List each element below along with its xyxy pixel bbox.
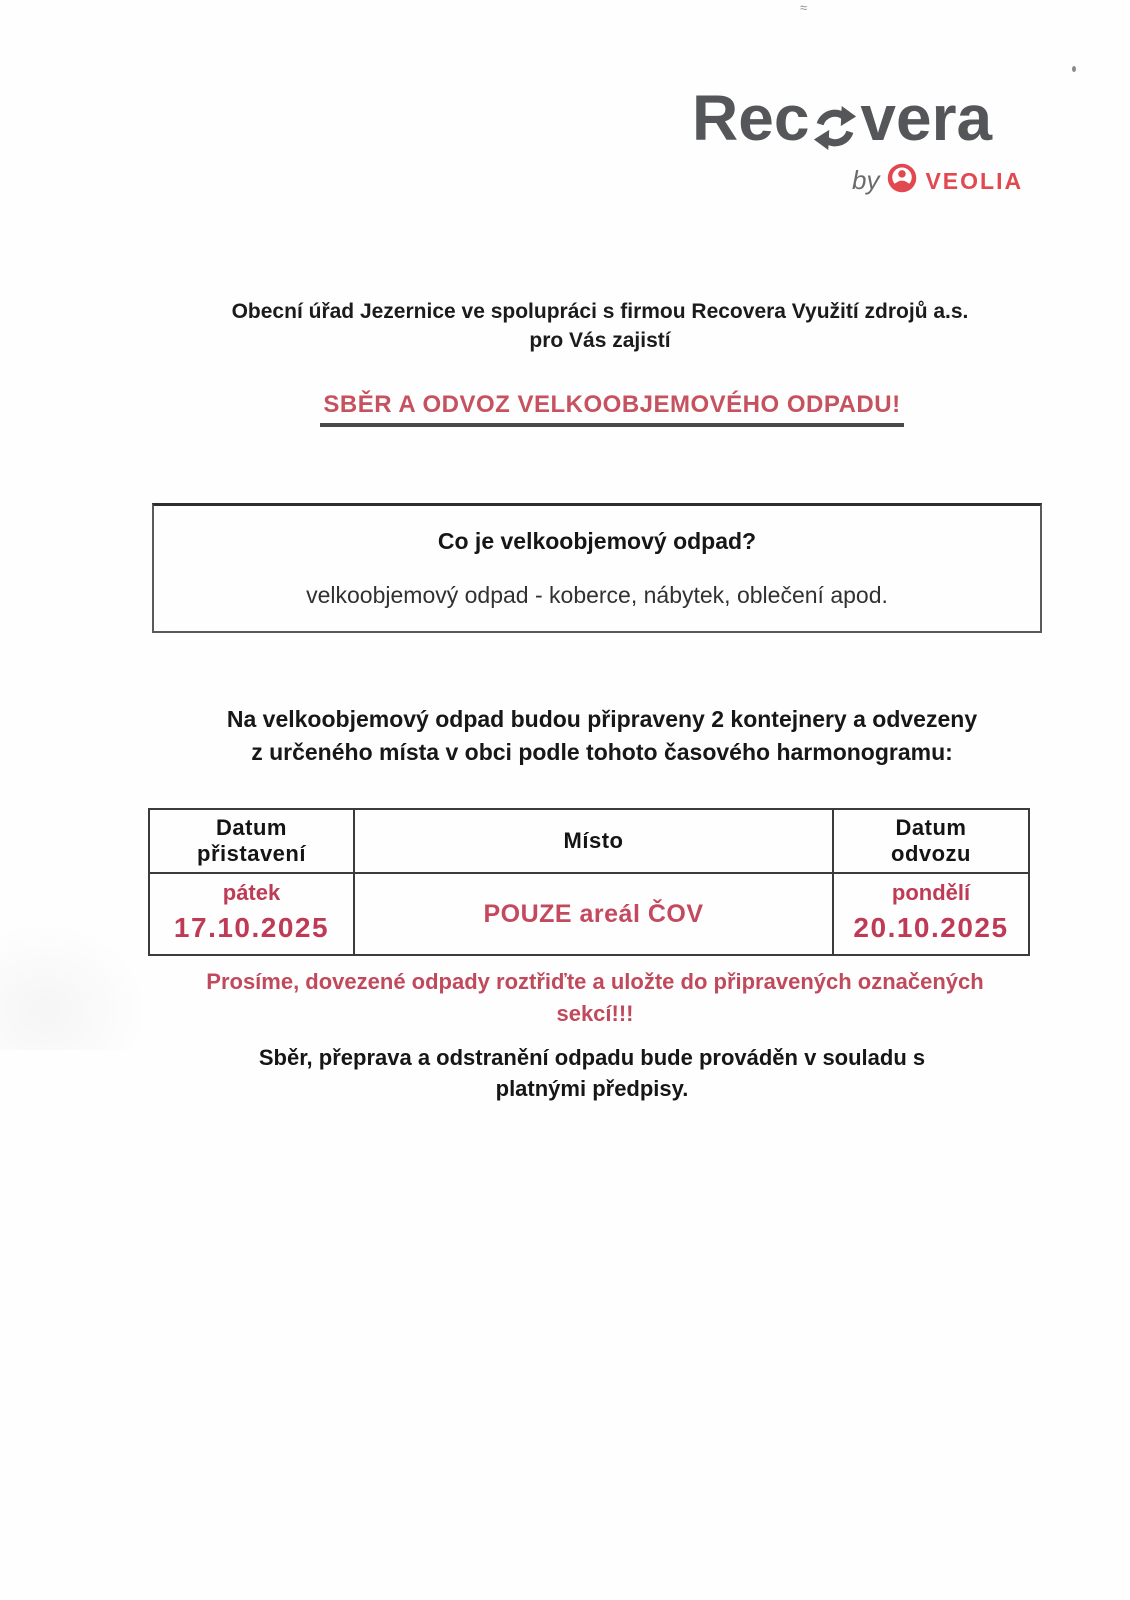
compliance-note bbox=[92, 1042, 1092, 1104]
compliance-note-line-1: Sběr, přeprava a odstranění odpadu bude prováděn v souladu s bbox=[258, 1045, 926, 1070]
delivery-date-cell bbox=[149, 873, 354, 955]
info-box-body: velkoobjemový odpad - koberce, nábytek, oblečení apod. bbox=[306, 582, 888, 608]
veolia-byline bbox=[852, 163, 1062, 198]
header-datum-pristaveni-line1: Datum bbox=[216, 815, 287, 840]
recycling-arrows-icon bbox=[812, 97, 858, 161]
veolia-wordmark: VEOLIA bbox=[925, 168, 1024, 194]
scan-artifact-squiggle: ≈ bbox=[800, 0, 806, 15]
delivery-day: pátek bbox=[222, 880, 281, 905]
schedule-table bbox=[148, 808, 1030, 956]
schedule-intro-line-2: z určeného místa v obci podle tohoto časového harmonogramu: bbox=[251, 739, 953, 765]
scan-artifact-dot bbox=[1072, 66, 1076, 72]
header-datum-odvozu bbox=[833, 809, 1029, 873]
table-header-row bbox=[149, 809, 1029, 873]
header-datum-pristaveni bbox=[149, 809, 354, 873]
brand-suffix: vera bbox=[860, 82, 993, 154]
recovera-logo bbox=[692, 82, 1062, 198]
veolia-logo-icon bbox=[887, 163, 917, 198]
sorting-note-line-1: Prosíme, dovezené odpady roztřiďte a uložte do připravených označených bbox=[206, 969, 984, 994]
header-datum-odvozu-line2: odvozu bbox=[891, 841, 971, 866]
brand-prefix: Rec bbox=[692, 82, 810, 154]
sorting-note-line-2: sekcí!!! bbox=[556, 1001, 634, 1026]
place-value: POUZE areál ČOV bbox=[483, 899, 704, 928]
recovera-wordmark bbox=[692, 82, 1062, 161]
headline: SBĚR A ODVOZ VELKOOBJEMOVÉHO ODPADU! bbox=[320, 391, 903, 427]
schedule-intro bbox=[102, 703, 1102, 769]
delivery-date: 17.10.2025 bbox=[173, 912, 330, 943]
info-box-title: Co je velkoobjemový odpad? bbox=[437, 528, 757, 554]
pickup-day: pondělí bbox=[891, 880, 971, 905]
table-row bbox=[149, 873, 1029, 955]
pickup-date: 20.10.2025 bbox=[853, 912, 1009, 943]
headline-wrap bbox=[112, 391, 1112, 427]
byline-by: by bbox=[852, 165, 880, 195]
header-datum-odvozu-line1: Datum bbox=[895, 815, 967, 840]
intro-line-2: pro Vás zajistí bbox=[529, 329, 671, 352]
intro-line-1: Obecní úřad Jezernice ve spolupráci s firmou Recovera Využití zdrojů a.s. bbox=[231, 300, 969, 323]
header-misto bbox=[354, 809, 833, 873]
sorting-note bbox=[90, 966, 1100, 1030]
schedule-intro-line-1: Na velkoobjemový odpad budou připraveny 2 kontejnery a odvezeny bbox=[226, 706, 978, 732]
header-misto-line1: Místo bbox=[563, 828, 624, 853]
intro-paragraph bbox=[100, 297, 1100, 355]
place-cell bbox=[354, 873, 833, 955]
info-box bbox=[152, 503, 1042, 633]
compliance-note-line-2: platnými předpisy. bbox=[495, 1076, 689, 1101]
pickup-date-cell bbox=[833, 873, 1029, 955]
header-datum-pristaveni-line2: přistavení bbox=[197, 841, 306, 866]
